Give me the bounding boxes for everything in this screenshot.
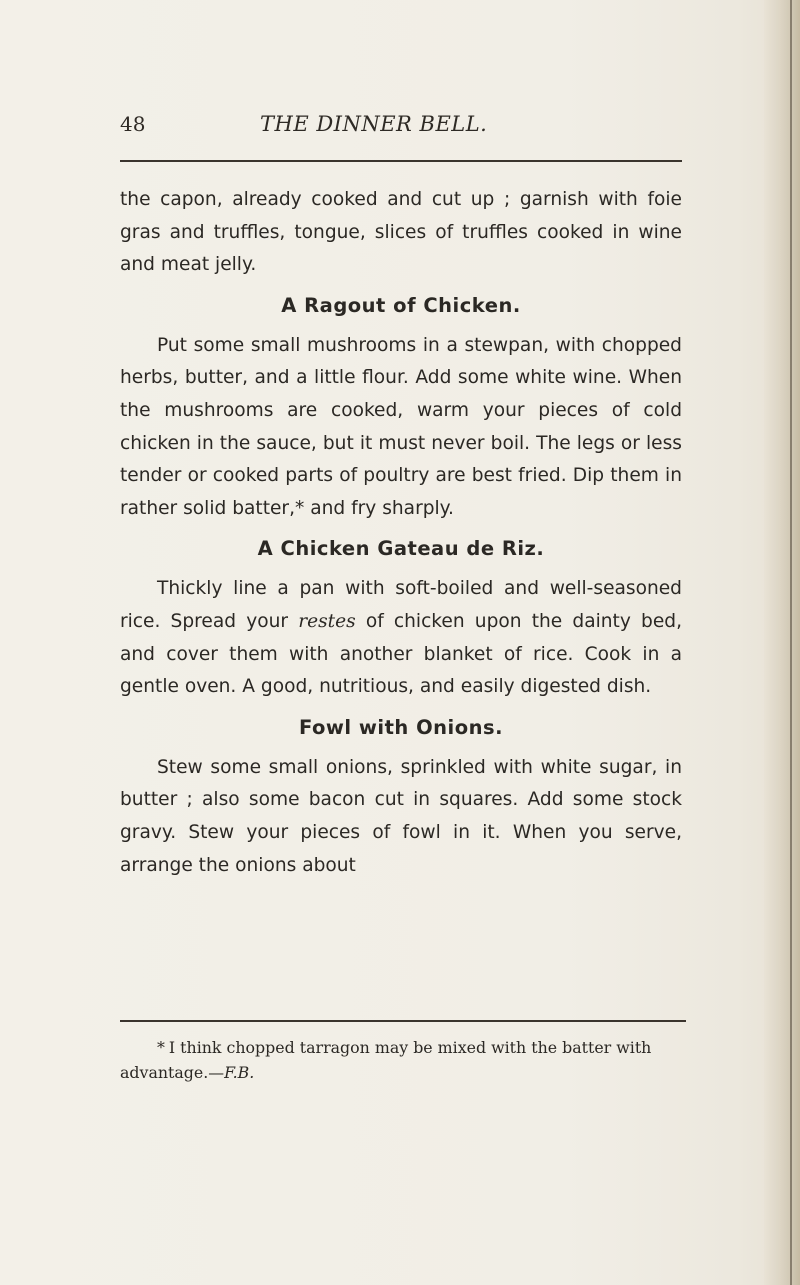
recipe-text-fowl: Stew some small onions, sprinkled with white sugar, in butter ; also some bacon cut in squares. Add some stock gravy. Stew your pieces of fowl in it. When you serve, arrange the onions about	[120, 756, 682, 876]
recipe-text-gateau	[120, 573, 682, 703]
italic-word-restes: restes	[298, 610, 356, 632]
page-number: 48	[120, 112, 146, 136]
footnote-text: I think chopped tarragon may be mixed with the batter with advantage.—	[120, 1038, 652, 1082]
ragout-text-main: Put some small mushrooms in a stewpan, with chopped herbs, butter, and a little flour. Add some white wine. When the mushrooms are cooked, warm your pieces of cold chicken in the sauce, but it must never boil. The legs or less tender or cooked parts of poultry are best fried. Dip them in rather solid batter,	[120, 334, 682, 519]
footnote	[120, 1035, 686, 1085]
recipe-title-gateau: A Chicken Gateau de Riz.	[257, 537, 545, 561]
recipe-text-ragout	[120, 330, 682, 526]
page-content	[120, 184, 682, 882]
ragout-text-end: and fry sharply.	[304, 497, 454, 519]
running-head: THE DINNER BELL.	[260, 112, 488, 136]
footnote-reference-mark: *	[295, 497, 305, 519]
gateau-text-end: of chicken upon the dainty bed, and cover them with another blanket of rice. Cook in a gentle oven. A good, nutritious, and easily digested dish.	[120, 610, 682, 698]
footnote-signature: F.B.	[224, 1063, 255, 1082]
gateau-text-start: Thickly line a pan with soft-boiled and well-seasoned rice. Spread your	[120, 578, 682, 632]
footnote-rule	[120, 1020, 686, 1022]
recipe-title-fowl: Fowl with Onions.	[298, 715, 504, 739]
page-header	[120, 112, 680, 154]
continuation-paragraph: the capon, already cooked and cut up ; garnish with foie gras and truffles, tongue, slices of truffles cooked in wine and meat jelly.	[120, 189, 682, 276]
recipe-title-ragout: A Ragout of Chicken.	[281, 293, 521, 317]
page-binding-edge	[764, 0, 800, 1285]
footnote-mark: *	[157, 1038, 165, 1057]
header-rule	[120, 160, 682, 162]
